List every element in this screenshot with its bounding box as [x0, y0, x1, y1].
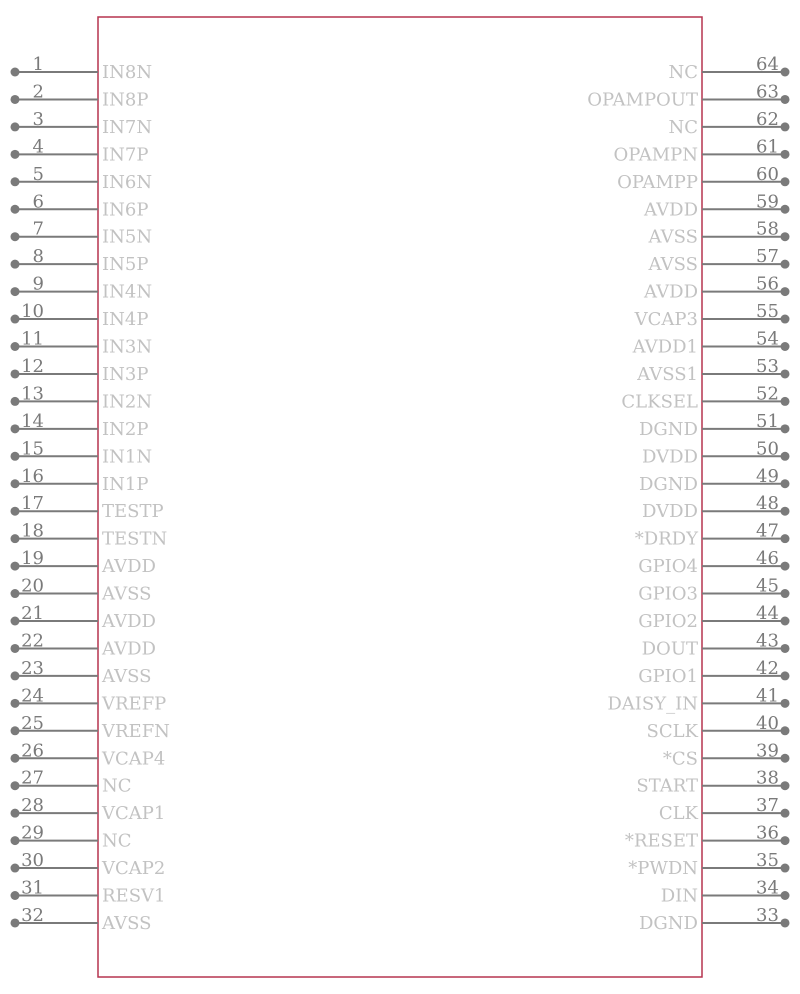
pin-name: NC — [102, 775, 132, 797]
pin-number: 14 — [21, 410, 44, 432]
pin-number: 29 — [21, 822, 44, 844]
pin-41 — [607, 685, 789, 714]
pin-name: AVDD — [102, 556, 156, 578]
pin-number: 36 — [756, 822, 779, 844]
pin-endpoint[interactable] — [781, 918, 790, 927]
pin-name: DGND — [639, 418, 698, 440]
pin-endpoint[interactable] — [781, 617, 790, 626]
pin-endpoint[interactable] — [11, 836, 20, 845]
pin-number: 40 — [756, 712, 779, 734]
pin-name: CLK — [658, 803, 698, 825]
pin-number: 22 — [21, 630, 44, 652]
pin-number: 21 — [21, 603, 44, 624]
pin-endpoint[interactable] — [11, 617, 20, 626]
pin-number: 18 — [21, 520, 44, 542]
pin-name: *PWDN — [628, 858, 698, 880]
pin-name: CLKSEL — [621, 391, 698, 413]
pin-10 — [11, 301, 149, 330]
pin-number: 17 — [21, 493, 44, 515]
pin-endpoint[interactable] — [781, 726, 790, 735]
pin-endpoint[interactable] — [781, 891, 790, 900]
pin-name: *DRDY — [634, 528, 698, 550]
pin-number: 10 — [21, 301, 44, 323]
pin-36 — [625, 823, 790, 852]
pin-number: 11 — [21, 328, 44, 350]
pin-63 — [587, 81, 789, 110]
pin-endpoint[interactable] — [11, 232, 20, 241]
pin-number: 13 — [21, 383, 44, 405]
pin-number: 3 — [32, 108, 44, 130]
pin-number: 23 — [21, 657, 44, 679]
pin-number: 39 — [756, 740, 779, 762]
pin-8 — [11, 246, 149, 275]
pin-number: 53 — [756, 355, 779, 377]
pin-1 — [11, 54, 153, 83]
pin-name: VREFN — [102, 720, 170, 742]
pin-endpoint[interactable] — [781, 809, 790, 818]
pin-number: 15 — [21, 438, 44, 460]
pin-name: IN1N — [102, 446, 153, 468]
pin-name: AVSS — [102, 583, 152, 605]
pin-49 — [639, 466, 790, 495]
pin-19 — [11, 548, 156, 577]
pin-name: GPIO3 — [638, 583, 698, 605]
pin-name: IN5P — [102, 254, 149, 276]
pin-name: OPAMPN — [613, 144, 698, 166]
pin-number: 20 — [21, 575, 44, 597]
ic-body-outline — [98, 17, 702, 977]
pin-endpoint[interactable] — [11, 507, 20, 516]
pin-name: AVDD — [102, 611, 156, 632]
pin-number: 60 — [756, 163, 779, 185]
pin-name: AVDD — [644, 281, 698, 303]
pin-4 — [11, 136, 149, 165]
pin-name: AVSS — [102, 665, 152, 687]
pin-endpoint[interactable] — [11, 918, 20, 927]
pin-name: START — [636, 775, 698, 797]
pin-number: 47 — [756, 520, 779, 542]
pin-13 — [11, 383, 153, 412]
pin-7 — [11, 219, 153, 248]
pin-number: 38 — [756, 767, 779, 789]
pin-14 — [11, 411, 149, 440]
pin-name: IN7N — [102, 116, 153, 138]
pin-number: 25 — [21, 712, 44, 734]
pin-22 — [11, 630, 156, 659]
pin-47 — [635, 521, 790, 550]
pin-endpoint[interactable] — [11, 479, 20, 488]
pin-number: 19 — [21, 548, 44, 570]
pin-58 — [648, 219, 790, 248]
pin-name: AVDD — [644, 199, 698, 221]
pin-name: VCAP2 — [102, 858, 166, 880]
pin-number: 34 — [756, 877, 779, 899]
pin-57 — [648, 246, 790, 275]
pin-endpoint[interactable] — [781, 562, 790, 571]
pin-number: 42 — [756, 657, 779, 679]
pin-number: 58 — [756, 218, 779, 240]
pin-23 — [11, 658, 152, 687]
pin-name: IN4N — [102, 281, 153, 303]
pin-endpoint[interactable] — [781, 95, 790, 104]
pin-endpoint[interactable] — [781, 507, 790, 516]
pin-35 — [628, 850, 789, 879]
pin-endpoint[interactable] — [781, 781, 790, 790]
pin-number: 63 — [756, 81, 779, 103]
pin-name: NC — [668, 62, 698, 83]
pin-endpoint[interactable] — [781, 369, 790, 378]
pin-number: 27 — [21, 767, 44, 789]
pin-number: 30 — [21, 850, 44, 872]
pin-name: GPIO1 — [638, 665, 698, 687]
pin-number: 37 — [756, 795, 779, 817]
pin-number: 48 — [756, 493, 779, 515]
pin-endpoint[interactable] — [11, 589, 20, 598]
pin-number: 8 — [32, 246, 44, 268]
pin-number: 59 — [756, 191, 779, 213]
pin-name: IN5N — [102, 226, 153, 248]
pin-number: 45 — [756, 575, 779, 597]
pin-number: 24 — [21, 685, 44, 707]
pin-endpoint[interactable] — [781, 287, 790, 296]
pin-name: DGND — [639, 912, 698, 934]
pin-endpoint[interactable] — [781, 342, 790, 351]
pin-endpoint[interactable] — [11, 287, 20, 296]
pin-number: 54 — [756, 328, 779, 350]
pin-37 — [659, 795, 790, 824]
pin-endpoint[interactable] — [781, 205, 790, 214]
pin-endpoint[interactable] — [11, 562, 20, 571]
pin-number: 31 — [21, 877, 44, 899]
pin-18 — [11, 521, 168, 550]
pin-number: 33 — [756, 904, 779, 926]
pin-number: 51 — [756, 410, 779, 432]
pin-16 — [11, 466, 149, 495]
pin-name: DVDD — [642, 446, 698, 468]
pin-20 — [11, 576, 152, 605]
pin-15 — [11, 438, 153, 467]
pin-name: IN6P — [102, 199, 149, 221]
pin-name: DAISY_IN — [607, 693, 698, 715]
pin-32 — [11, 905, 152, 934]
pin-number: 6 — [32, 191, 44, 213]
pin-name: DVDD — [642, 501, 698, 523]
pin-name: DOUT — [641, 638, 698, 660]
pin-endpoint[interactable] — [11, 809, 20, 818]
pin-endpoint[interactable] — [781, 177, 790, 186]
pin-number: 52 — [756, 383, 779, 405]
pin-number: 49 — [756, 465, 779, 487]
pin-number: 43 — [756, 630, 779, 652]
pin-54 — [632, 329, 790, 358]
pin-endpoint[interactable] — [781, 452, 790, 461]
pin-51 — [639, 411, 790, 440]
pin-name: VCAP4 — [102, 748, 166, 770]
pin-number: 5 — [32, 163, 44, 185]
pin-name: IN3P — [102, 363, 149, 385]
pin-44 — [638, 603, 789, 632]
pin-endpoint[interactable] — [11, 177, 20, 186]
pin-6 — [11, 191, 149, 220]
pin-50 — [642, 438, 789, 467]
pin-endpoint[interactable] — [11, 342, 20, 351]
pin-40 — [646, 713, 789, 742]
pin-number: 64 — [756, 54, 779, 75]
pin-29 — [11, 823, 132, 852]
pin-26 — [11, 740, 166, 769]
pin-number: 32 — [21, 904, 44, 926]
pin-62 — [668, 109, 789, 138]
pin-endpoint[interactable] — [781, 671, 790, 680]
pin-27 — [11, 768, 132, 797]
pin-60 — [617, 164, 789, 193]
pin-endpoint[interactable] — [11, 781, 20, 790]
pin-38 — [636, 768, 789, 797]
pin-name: NC — [668, 116, 698, 138]
pin-28 — [11, 795, 166, 824]
pin-endpoint[interactable] — [781, 260, 790, 269]
pin-endpoint[interactable] — [11, 699, 20, 708]
pin-number: 4 — [32, 136, 44, 158]
pin-34 — [661, 878, 790, 907]
pin-name: *CS — [662, 748, 698, 770]
pin-name: IN7P — [102, 144, 149, 166]
pin-name: TESTN — [102, 528, 168, 550]
pin-number: 50 — [756, 438, 779, 460]
pin-45 — [638, 576, 789, 605]
pin-21 — [11, 603, 156, 632]
pin-endpoint[interactable] — [781, 68, 790, 77]
pin-2 — [11, 81, 149, 110]
pin-endpoint[interactable] — [11, 424, 20, 433]
pin-endpoint[interactable] — [11, 95, 20, 104]
pin-11 — [11, 329, 153, 358]
pin-number: 41 — [756, 685, 779, 707]
pin-number: 2 — [32, 81, 44, 103]
pin-endpoint[interactable] — [781, 589, 790, 598]
pin-endpoint[interactable] — [11, 260, 20, 269]
pin-endpoint[interactable] — [781, 699, 790, 708]
pin-endpoint[interactable] — [11, 205, 20, 214]
pin-endpoint[interactable] — [781, 836, 790, 845]
pin-endpoint[interactable] — [11, 534, 20, 543]
pin-endpoint[interactable] — [781, 644, 790, 653]
pin-name: OPAMPP — [617, 171, 698, 193]
pin-name: AVSS — [648, 254, 698, 276]
pin-number: 26 — [21, 740, 44, 762]
right-pin-column — [587, 54, 789, 934]
pin-endpoint[interactable] — [781, 754, 790, 763]
pin-name: DGND — [639, 473, 698, 495]
pin-9 — [11, 274, 153, 303]
pin-name: IN4P — [102, 309, 149, 331]
pin-name: AVDD — [102, 638, 156, 660]
pin-name: IN2P — [102, 418, 149, 440]
pin-name: GPIO2 — [638, 611, 698, 632]
pin-59 — [643, 191, 789, 220]
pin-endpoint[interactable] — [11, 726, 20, 735]
pin-endpoint[interactable] — [11, 754, 20, 763]
pin-endpoint[interactable] — [11, 452, 20, 461]
pin-endpoint[interactable] — [11, 864, 20, 873]
pin-number: 46 — [756, 548, 779, 570]
pin-number: 12 — [21, 355, 44, 377]
pin-name: IN2N — [102, 391, 153, 413]
pin-endpoint[interactable] — [11, 68, 20, 77]
pin-46 — [638, 548, 789, 577]
pin-endpoint[interactable] — [781, 315, 790, 324]
pin-43 — [642, 630, 790, 659]
pin-name: IN3N — [102, 336, 153, 358]
pin-name: AVDD1 — [632, 336, 698, 358]
pin-name: IN8P — [102, 89, 149, 111]
pin-endpoint[interactable] — [781, 150, 790, 159]
pin-name: SCLK — [646, 720, 698, 742]
pin-5 — [11, 164, 153, 193]
pin-endpoint[interactable] — [11, 315, 20, 324]
pin-number: 35 — [756, 850, 779, 872]
pin-48 — [642, 493, 789, 522]
pin-name: AVSS — [102, 912, 152, 934]
pin-31 — [11, 878, 166, 907]
pin-name: DIN — [660, 885, 698, 907]
pin-name: VCAP3 — [634, 309, 698, 331]
pin-name: IN1P — [102, 473, 149, 495]
pin-name: *RESET — [624, 830, 698, 852]
pin-name: AVSS — [648, 226, 698, 248]
pin-name: RESV1 — [102, 885, 166, 907]
pin-endpoint[interactable] — [11, 397, 20, 406]
pin-endpoint[interactable] — [781, 232, 790, 241]
pin-endpoint[interactable] — [781, 424, 790, 433]
pin-name: GPIO4 — [638, 556, 698, 578]
pin-number: 57 — [756, 246, 779, 268]
pin-name: NC — [102, 830, 132, 852]
pin-endpoint[interactable] — [781, 864, 790, 873]
pin-name: IN8N — [102, 62, 153, 83]
pin-24 — [11, 685, 167, 714]
pin-12 — [11, 356, 149, 385]
pin-name: VREFP — [102, 693, 167, 715]
pin-56 — [643, 274, 789, 303]
pin-name: OPAMPOUT — [587, 89, 698, 111]
pin-number: 9 — [32, 273, 44, 295]
pin-endpoint[interactable] — [11, 122, 20, 131]
pin-17 — [11, 493, 164, 522]
pin-name: IN6N — [102, 171, 153, 193]
pin-name: AVSS1 — [637, 363, 698, 385]
pin-number: 16 — [21, 465, 44, 487]
pin-endpoint[interactable] — [11, 671, 20, 680]
pin-53 — [636, 356, 789, 385]
pin-3 — [11, 109, 153, 138]
pin-number: 55 — [756, 301, 779, 323]
pin-endpoint[interactable] — [11, 644, 20, 653]
pin-number: 61 — [756, 136, 779, 158]
pin-endpoint[interactable] — [781, 534, 790, 543]
pin-name: TESTP — [102, 501, 164, 523]
pin-endpoint[interactable] — [11, 150, 20, 159]
pin-number: 1 — [32, 54, 44, 75]
pin-number: 62 — [756, 108, 779, 130]
pin-42 — [638, 658, 789, 687]
pin-30 — [11, 850, 166, 879]
pin-number: 7 — [32, 218, 44, 240]
pin-endpoint[interactable] — [781, 397, 790, 406]
pin-name: VCAP1 — [102, 803, 166, 825]
pin-39 — [663, 740, 790, 769]
pin-endpoint[interactable] — [11, 369, 20, 378]
pin-endpoint[interactable] — [11, 891, 20, 900]
pin-52 — [621, 383, 789, 412]
pin-number: 28 — [21, 795, 44, 817]
pin-endpoint[interactable] — [781, 479, 790, 488]
pin-endpoint[interactable] — [781, 122, 790, 131]
pin-number: 56 — [756, 273, 779, 295]
pin-25 — [11, 713, 170, 742]
pin-number: 44 — [756, 603, 779, 624]
left-pin-column — [11, 54, 170, 934]
pin-33 — [639, 905, 790, 934]
pin-55 — [634, 301, 790, 330]
pin-64 — [668, 54, 789, 83]
